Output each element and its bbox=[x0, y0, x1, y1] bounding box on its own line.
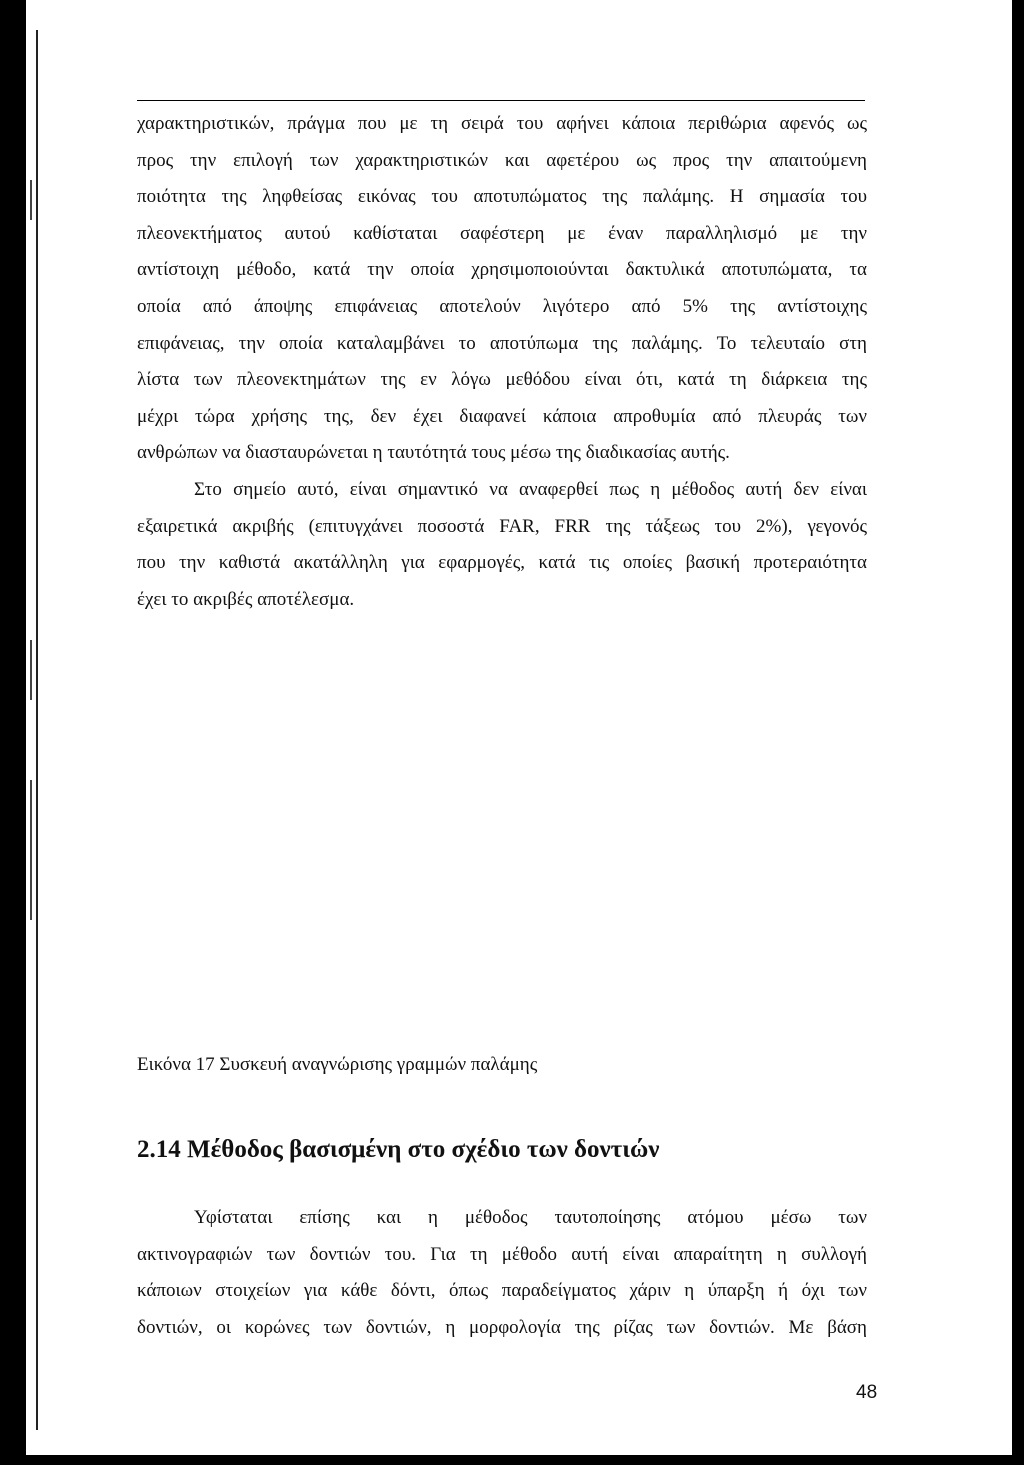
section-heading: 2.14 Μέθοδος βασισμένη στο σχέδιο των δοντιών bbox=[137, 1136, 660, 1163]
scan-border-bottom bbox=[0, 1455, 1024, 1465]
paragraph-1 bbox=[137, 106, 867, 472]
text-line: ποιότητα της ληφθείσας εικόνας του αποτυπώματος της παλάμης. Η σημασία του bbox=[137, 186, 867, 208]
scan-border-right bbox=[1012, 0, 1024, 1465]
scan-artifact-tick bbox=[30, 180, 32, 220]
text-line: έχει το ακριβές αποτέλεσμα. bbox=[137, 588, 355, 610]
text-line: ανθρώπων να διασταυρώνεται η ταυτότητά τους μέσω της διαδικασίας αυτής. bbox=[137, 442, 730, 464]
paragraph-3 bbox=[137, 1200, 867, 1346]
top-rule bbox=[137, 100, 865, 101]
text-line: Υφίσταται επίσης και η μέθοδος ταυτοποίησης ατόμου μέσω των bbox=[194, 1207, 867, 1228]
scan-artifact-tick bbox=[30, 640, 32, 700]
text-line: Στο σημείο αυτό, είναι σημαντικό να αναφερθεί πως η μέθοδος αυτή δεν είναι bbox=[194, 479, 867, 500]
text-line: λίστα των πλεονεκτημάτων της εν λόγω μεθόδου είναι ότι, κατά τη διάρκεια της bbox=[137, 369, 867, 391]
text-line: μέχρι τώρα χρήσης της, δεν έχει διαφανεί κάποια απροθυμία από πλευράς των bbox=[137, 405, 867, 427]
text-line: που την καθιστά ακατάλληλη για εφαρμογές, κατά τις οποίες βασική προτεραιότητα bbox=[137, 552, 867, 574]
text-line: κάποιων στοιχείων για κάθε δόντι, όπως παραδείγματος χάριν η ύπαρξη ή όχι των bbox=[137, 1280, 867, 1302]
scan-artifact-tick bbox=[30, 780, 32, 920]
page-number: 48 bbox=[856, 1382, 878, 1403]
text-line: επιφάνειας, την οποία καταλαμβάνει το αποτύπωμα της παλάμης. Το τελευταίο στη bbox=[137, 332, 867, 354]
text-line: προς την επιλογή των χαρακτηριστικών και αφετέρου ως προς την απαιτούμενη bbox=[137, 149, 867, 171]
scan-border-left bbox=[0, 0, 26, 1465]
text-line: οποία από άποψης επιφάνειας αποτελούν λιγότερο από 5% της αντίστοιχης bbox=[137, 295, 867, 317]
figure-caption: Εικόνα 17 Συσκευή αναγνώρισης γραμμών παλάμης bbox=[137, 1054, 538, 1075]
text-line: αντίστοιχη μέθοδο, κατά την οποία χρησιμοποιούνται δακτυλικά αποτυπώματα, τα bbox=[137, 259, 867, 281]
text-line: πλεονεκτήματος αυτού καθίσταται σαφέστερη με έναν παραλληλισμό με την bbox=[137, 222, 867, 244]
text-line: χαρακτηριστικών, πράγμα που με τη σειρά του αφήνει κάποια περιθώρια αφενός ως bbox=[137, 113, 867, 134]
text-line: εξαιρετικά ακριβής (επιτυγχάνει ποσοστά FAR, FRR της τάξεως του 2%), γεγονός bbox=[137, 515, 867, 537]
text-line: ακτινογραφιών των δοντιών του. Για τη μέθοδο αυτή είναι απαραίτητη η συλλογή bbox=[137, 1243, 867, 1265]
scan-artifact-line bbox=[36, 30, 38, 1430]
text-line: δοντιών, οι κορώνες των δοντιών, η μορφολογία της ρίζας των δοντιών. Με βάση bbox=[137, 1316, 867, 1338]
paragraph-2 bbox=[137, 472, 867, 618]
